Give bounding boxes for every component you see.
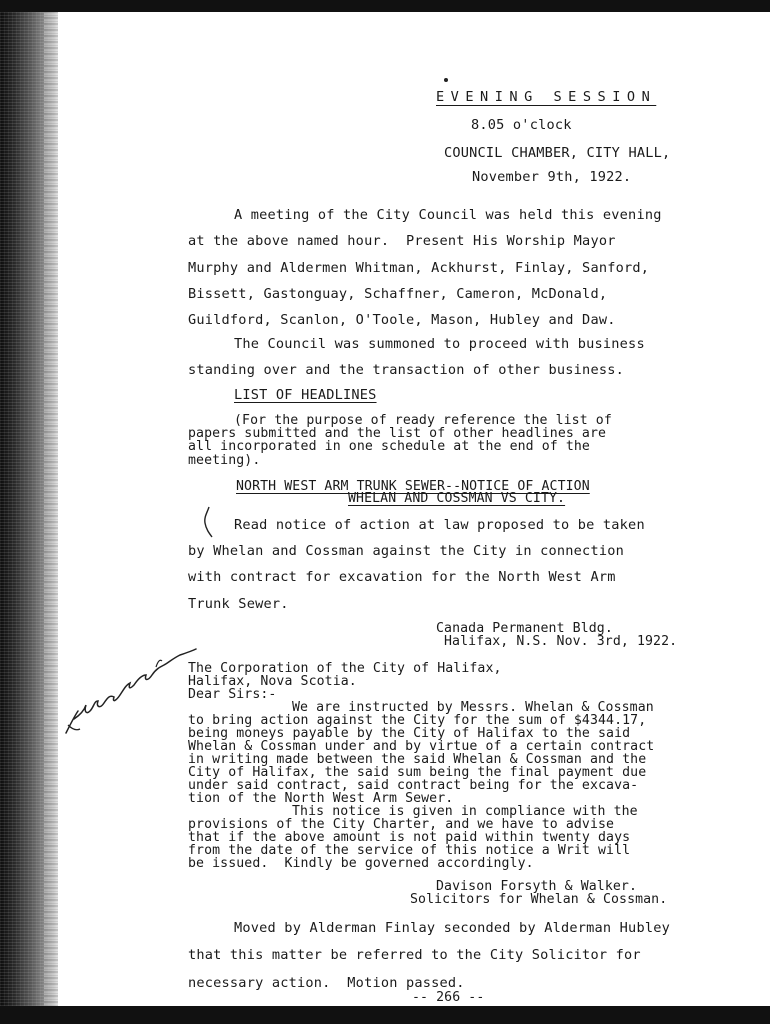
letter-signatory-title: Solicitors for Whelan & Cossman. [410,892,668,907]
session-place: COUNCIL CHAMBER, CITY HALL, [444,145,671,161]
scan-bottom-edge [0,1006,770,1024]
intro-line-1: A meeting of the City Council was held this evening [234,207,662,223]
letter-to-2: Halifax, Nova Scotia. [188,674,357,689]
letter-body-3: being moneys payable by the City of Halifax to the said [188,726,631,741]
headlines-line-2: papers submitted and the list of other headlines are [188,426,607,441]
handwritten-margin-note [60,645,200,740]
motion-line-3: necessary action. Motion passed. [188,975,465,991]
letter-body-5: in writing made between the said Whelan & Cossman and the [188,752,647,767]
letter-body-4: Whelan & Cossman under and by virtue of a certain contract [188,739,655,754]
letter-body-10: provisions of the City Charter, and we have to advise [188,817,615,832]
headlines-line-3: all incorporated in one schedule at the end of the [188,439,590,454]
intro-line-3: Murphy and Aldermen Whitman, Ackhurst, Finlay, Sanford, [188,260,650,276]
letter-body-1: We are instructed by Messrs. Whelan & Cossman [292,700,654,715]
scan-top-edge [0,0,770,12]
letter-address-2: Halifax, N.S. Nov. 3rd, 1922. [444,634,678,649]
page-number: -- 266 -- [412,990,485,1005]
margin-check-mark [200,505,216,539]
sewer-heading-2: WHELAN AND COSSMAN VS CITY. [348,491,566,506]
letter-body-8: tion of the North West Arm Sewer. [188,791,454,806]
headlines-line-4: meeting). [188,453,261,468]
session-time: 8.05 o'clock [471,117,572,133]
intro-line-4: Bissett, Gastonguay, Schaffner, Cameron, McDonald, [188,286,608,302]
session-title: EVENING SESSION [436,89,657,105]
sewer-line-1: Read notice of action at law proposed to be taken [234,517,645,533]
motion-line-1: Moved by Alderman Finlay seconded by Alderman Hubley [234,920,670,936]
sewer-heading-1: NORTH WEST ARM TRUNK SEWER--NOTICE OF ACTION [236,479,590,494]
intro-line-2: at the above named hour. Present His Worship Mayor [188,233,616,249]
letter-body-2: to bring action against the City for the sum of $4344.17, [188,713,647,728]
headlines-line-1: (For the purpose of ready reference the list of [234,413,612,428]
intro-line-7: standing over and the transaction of other business. [188,362,624,378]
letter-signatory: Davison Forsyth & Walker. [436,879,637,894]
page-binding-edge [44,12,58,1006]
sewer-line-3: with contract for excavation for the North West Arm [188,569,616,585]
sewer-line-4: Trunk Sewer. [188,596,289,612]
ink-dot [444,78,448,82]
letter-salutation: Dear Sirs:- [188,687,277,702]
letter-body-7: under said contract, said contract being for the excava- [188,778,639,793]
letter-body-9: This notice is given in compliance with the [292,804,638,819]
motion-line-2: that this matter be referred to the City Solicitor for [188,947,641,963]
headlines-heading: LIST OF HEADLINES [234,387,377,403]
letter-body-6: City of Halifax, the said sum being the final payment due [188,765,647,780]
letter-address-1: Canada Permanent Bldg. [436,621,613,636]
letter-body-13: be issued. Kindly be governed accordingly. [188,856,534,871]
intro-line-6: The Council was summoned to proceed with business [234,336,645,352]
intro-line-5: Guildford, Scanlon, O'Toole, Mason, Hubley and Daw. [188,312,616,328]
letter-body-11: that if the above amount is not paid within twenty days [188,830,631,845]
sewer-line-2: by Whelan and Cossman against the City in connection [188,543,624,559]
session-date: November 9th, 1922. [472,169,632,185]
letter-body-12: from the date of the service of this notice a Writ will [188,843,631,858]
letter-to-1: The Corporation of the City of Halifax, [188,661,502,676]
